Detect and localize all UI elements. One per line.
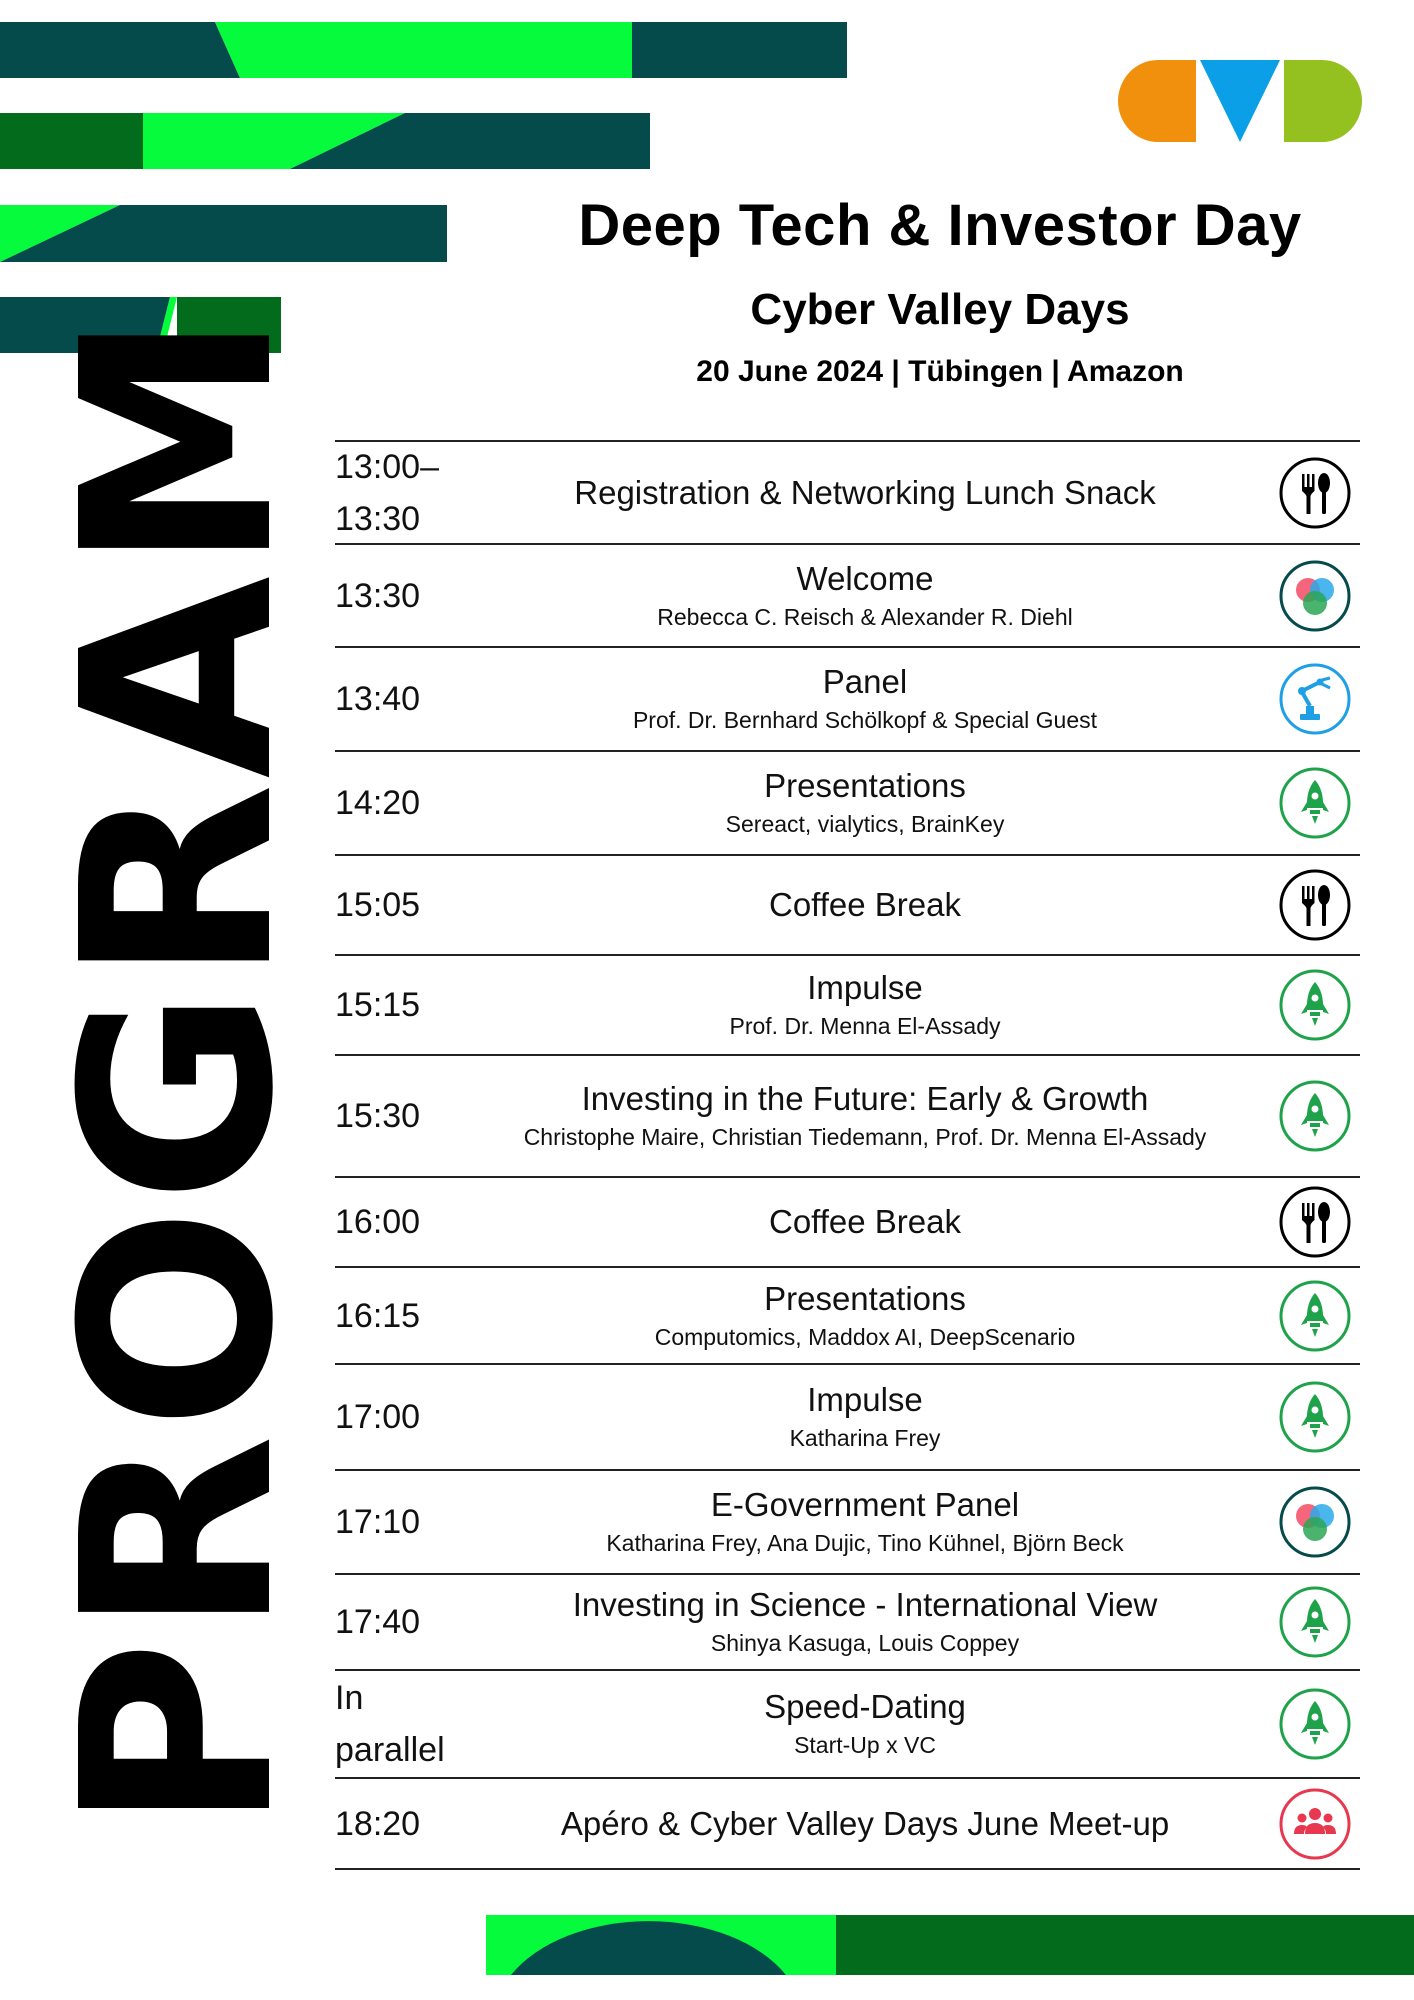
session-time: 13:30	[335, 576, 421, 615]
program-vertical-label: PROGRAM	[26, 307, 331, 1832]
session-speakers: Prof. Dr. Menna El-Assady	[729, 1013, 1001, 1039]
schedule-row	[335, 646, 1360, 750]
session-details	[465, 1485, 1265, 1559]
rocket-icon	[1278, 1380, 1352, 1454]
rocket-icon	[1278, 968, 1352, 1042]
circles-icon	[1278, 559, 1352, 633]
schedule-row	[335, 854, 1360, 954]
schedule-row	[335, 1573, 1360, 1669]
schedule-row	[335, 954, 1360, 1054]
session-time: 14:20	[335, 784, 421, 822]
schedule-row	[335, 1363, 1360, 1469]
session-speakers: Christophe Maire, Christian Tiedemann, Prof. Dr. Menna El-Assady	[523, 1124, 1207, 1150]
session-time: 13:40	[335, 680, 421, 718]
session-speakers: Start-Up x VC	[794, 1732, 936, 1758]
event-title: Deep Tech & Investor Day	[578, 193, 1302, 258]
session-details	[465, 766, 1265, 840]
session-time: In parallel	[335, 1679, 445, 1769]
robot-arm-icon	[1278, 662, 1352, 736]
session-title: Investing in Science - International View	[572, 1586, 1158, 1623]
session-details	[465, 885, 1265, 925]
cutlery-icon	[1278, 456, 1352, 530]
people-icon	[1278, 1787, 1352, 1861]
session-title: Investing in the Future: Early & Growth	[581, 1080, 1149, 1117]
schedule-row	[335, 440, 1360, 543]
cutlery-icon	[1278, 1185, 1352, 1259]
session-title: Coffee Break	[768, 1203, 961, 1240]
session-title: Panel	[822, 663, 908, 700]
session-details	[465, 1279, 1265, 1353]
session-details	[465, 1804, 1265, 1844]
session-time: 15:30	[335, 1097, 421, 1135]
session-time: 16:15	[335, 1296, 421, 1335]
event-date-location: 20 June 2024 | Tübingen | Amazon	[696, 355, 1184, 388]
rocket-icon	[1278, 1585, 1352, 1659]
schedule-row	[335, 543, 1360, 646]
session-details	[465, 1380, 1265, 1454]
schedule-row	[335, 1777, 1360, 1870]
session-details	[465, 1202, 1265, 1242]
session-details	[465, 968, 1265, 1042]
session-title: Presentations	[764, 1279, 966, 1317]
session-details	[465, 1079, 1265, 1153]
session-title: Coffee Break	[768, 886, 961, 923]
session-details	[465, 1687, 1265, 1761]
session-details	[465, 473, 1265, 513]
session-speakers: Katharina Frey, Ana Dujic, Tino Kühnel, Björn Beck	[606, 1530, 1124, 1556]
circles-icon	[1278, 1485, 1352, 1559]
schedule-row	[335, 1054, 1360, 1176]
session-speakers: Prof. Dr. Bernhard Schölkopf & Special Guest	[632, 707, 1098, 733]
session-time: 17:40	[335, 1603, 421, 1641]
session-time: 17:10	[335, 1503, 421, 1541]
session-speakers: Sereact, vialytics, BrainKey	[725, 811, 1005, 837]
session-details	[465, 1585, 1265, 1659]
session-time: 13:00– 13:30	[335, 447, 439, 538]
session-time: 15:05	[335, 886, 421, 924]
rocket-icon	[1278, 1079, 1352, 1153]
rocket-icon	[1278, 766, 1352, 840]
session-details	[465, 559, 1265, 633]
cutlery-icon	[1278, 868, 1352, 942]
session-title: E-Government Panel	[710, 1486, 1020, 1523]
schedule-row	[335, 1266, 1360, 1363]
session-title: Registration & Networking Lunch Snack	[574, 473, 1156, 511]
session-title: Apéro & Cyber Valley Days June Meet-up	[560, 1804, 1170, 1842]
session-time: 15:15	[335, 986, 421, 1024]
session-details	[465, 662, 1265, 736]
session-speakers: Shinya Kasuga, Louis Coppey	[710, 1630, 1020, 1656]
schedule-row	[335, 1669, 1360, 1777]
schedule-row	[335, 750, 1360, 854]
rocket-icon	[1278, 1279, 1352, 1353]
session-title: Welcome	[796, 559, 934, 597]
schedule-list	[335, 440, 1360, 1870]
session-time: 17:00	[335, 1398, 421, 1436]
session-time: 16:00	[335, 1203, 421, 1241]
schedule-row	[335, 1469, 1360, 1573]
event-subtitle: Cyber Valley Days	[750, 285, 1130, 334]
session-speakers: Rebecca C. Reisch & Alexander R. Diehl	[657, 603, 1073, 630]
decorative-band-bottom	[486, 1915, 1414, 2000]
session-speakers: Katharina Frey	[789, 1425, 941, 1451]
session-title: Impulse	[807, 1381, 923, 1418]
schedule-row	[335, 1176, 1360, 1266]
cvd-logo	[1118, 60, 1362, 142]
session-speakers: Computomics, Maddox AI, DeepScenario	[654, 1323, 1076, 1350]
session-title: Speed-Dating	[764, 1688, 966, 1725]
session-title: Presentations	[764, 767, 966, 804]
session-title: Impulse	[807, 969, 923, 1006]
session-time: 18:20	[335, 1804, 421, 1843]
rocket-icon	[1278, 1687, 1352, 1761]
